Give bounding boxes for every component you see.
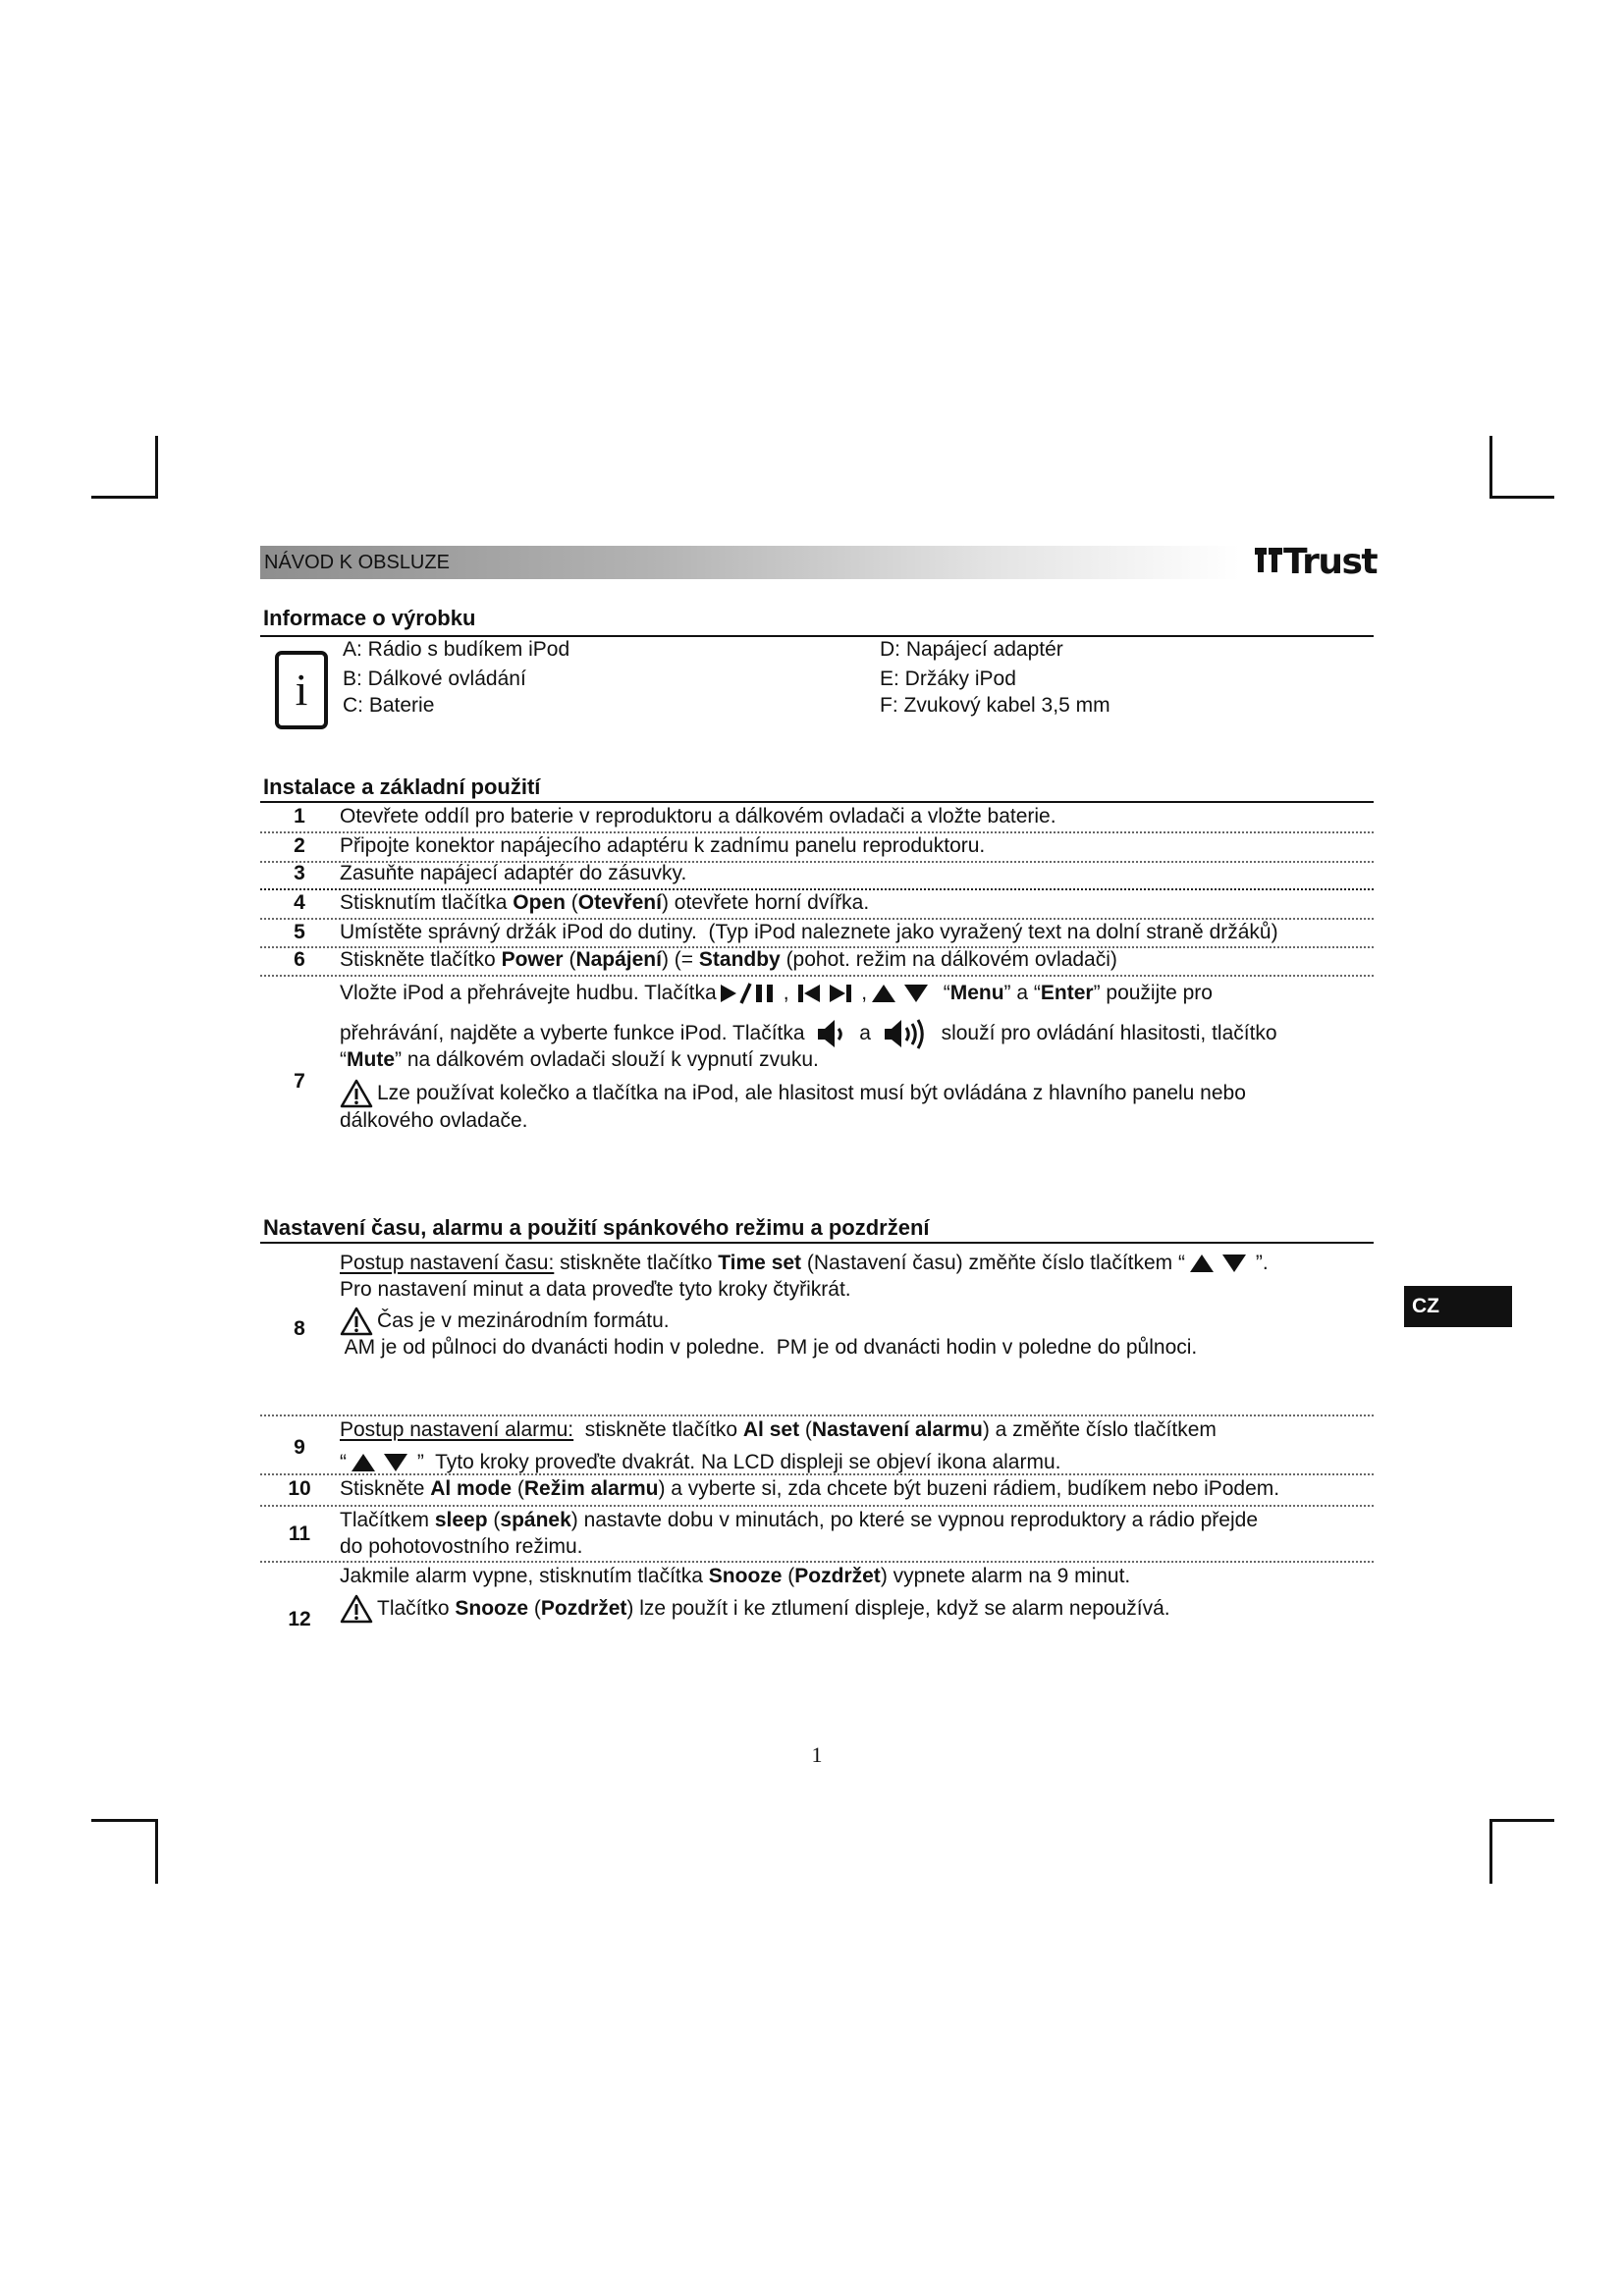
text-line xyxy=(340,1046,1374,1073)
underlined-text: Postup nastavení alarmu: xyxy=(340,1418,574,1441)
text-run: Stiskněte tlačítko xyxy=(340,948,502,971)
step-text xyxy=(340,832,1374,859)
text-run: ) a změňte číslo tlačítkem xyxy=(982,1418,1217,1441)
text-run: ( xyxy=(799,1418,812,1441)
step-number: 4 xyxy=(294,891,305,914)
step-number: 6 xyxy=(294,948,305,971)
step-number: 2 xyxy=(294,834,305,857)
step-text xyxy=(340,803,1374,829)
text-line xyxy=(340,1334,1374,1361)
text-run: Otevřete oddíl pro baterie v reproduktoru a dálkovém ovladači a vložte baterie. xyxy=(340,805,1056,828)
text-run: “ xyxy=(340,1048,347,1071)
step-number: 12 xyxy=(288,1608,311,1630)
text-run: (Nastavení času) změňte číslo tlačítkem “ xyxy=(801,1252,1186,1274)
text-run: Čas je v mezinárodním formátu. xyxy=(377,1309,670,1332)
crop-mark xyxy=(155,1819,158,1884)
text-run: ( xyxy=(782,1565,795,1587)
warning-icon xyxy=(340,1079,373,1108)
package-item: E: Držáky iPod xyxy=(880,667,1016,690)
row-divider xyxy=(260,975,1374,977)
text-run: přehrávání, najděte a vyberte funkce iPod. Tlačítka xyxy=(340,1022,811,1044)
text-run: Pro nastavení minut a data proveďte tyto kroky čtyřikrát. xyxy=(340,1278,851,1301)
text-run: stiskněte tlačítko xyxy=(573,1418,743,1441)
page-number: 1 xyxy=(811,1742,823,1767)
step-number: 8 xyxy=(294,1317,305,1340)
step-number: 5 xyxy=(294,921,305,943)
text-line xyxy=(340,803,1374,829)
text-line xyxy=(340,1308,1374,1334)
row-divider xyxy=(260,831,1374,833)
trust-logo xyxy=(1255,542,1378,582)
logo-text: Trust xyxy=(1283,542,1378,582)
text-run: ” Tyto kroky proveďte dvakrát. Na LCD displeji se objeví ikona alarmu. xyxy=(411,1451,1061,1473)
bold-text: Menu xyxy=(949,982,1004,1004)
text-run: “ xyxy=(932,982,950,1004)
row-divider xyxy=(260,1505,1374,1507)
text-run: dálkového ovladače. xyxy=(340,1109,528,1132)
text-run: ) (= xyxy=(661,948,699,971)
bold-text: Nastavení alarmu xyxy=(811,1418,983,1441)
step-number: 10 xyxy=(288,1477,311,1500)
underlined-text: Postup nastavení času: xyxy=(340,1252,555,1274)
text-line xyxy=(340,1107,1374,1134)
bold-text: Snooze xyxy=(455,1597,529,1620)
step-text xyxy=(340,1416,1374,1475)
crop-mark xyxy=(1489,496,1554,499)
step-text xyxy=(340,946,1374,973)
section-rule xyxy=(260,1242,1374,1244)
bold-text: Napájení xyxy=(575,948,662,971)
text-run: (pohot. režim na dálkovém ovladači) xyxy=(780,948,1117,971)
step-text xyxy=(340,980,1374,1134)
text-run: Lze používat kolečko a tlačítka na iPod, ale hlasitost musí být ovládána z hlavního panelu nebo xyxy=(377,1082,1246,1104)
bold-text: Power xyxy=(501,948,564,971)
step-number: 11 xyxy=(288,1522,311,1545)
bold-text: Standby xyxy=(698,948,781,971)
text-run: AM je od půlnoci do dvanácti hodin v poledne. PM je od dvanácti hodin v poledne do půlnoci. xyxy=(340,1336,1198,1359)
bold-text: Režim alarmu xyxy=(523,1477,659,1500)
play-pause-icon xyxy=(719,983,782,1004)
text-run: Vložte iPod a přehrávejte hudbu. Tlačítka xyxy=(340,982,717,1004)
text-run: ) otevřete horní dvířka. xyxy=(661,891,870,914)
text-run: Stiskněte xyxy=(340,1477,431,1500)
text-run: “ xyxy=(340,1451,347,1473)
text-run: Jakmile alarm vypne, stisknutím tlačítka xyxy=(340,1565,709,1587)
text-line xyxy=(340,889,1374,916)
text-line xyxy=(340,1080,1374,1106)
text-line xyxy=(340,1250,1374,1276)
warning-icon xyxy=(340,1307,373,1336)
text-run: , xyxy=(783,982,795,1004)
bold-text: Al set xyxy=(742,1418,800,1441)
text-run: ( xyxy=(512,1477,524,1500)
volume-up-icon xyxy=(883,1015,930,1052)
text-run: ” na dálkovém ovladači slouží k vypnutí zvuku. xyxy=(395,1048,819,1071)
row-divider xyxy=(260,1561,1374,1563)
text-line xyxy=(340,1276,1374,1303)
text-line xyxy=(340,919,1374,945)
package-item: D: Napájecí adaptér xyxy=(880,638,1063,661)
row-divider xyxy=(260,1473,1374,1475)
text-line xyxy=(340,1020,1374,1046)
text-line xyxy=(340,1507,1374,1533)
package-item: F: Zvukový kabel 3,5 mm xyxy=(880,694,1110,717)
bold-text: Time set xyxy=(718,1252,802,1274)
step-text xyxy=(340,919,1374,945)
bold-text: Pozdržet xyxy=(540,1597,627,1620)
package-item: B: Dálkové ovládání xyxy=(343,667,526,690)
row-divider xyxy=(260,861,1374,863)
package-contents-right xyxy=(880,636,1110,719)
text-line xyxy=(340,1563,1374,1589)
bold-text: Snooze xyxy=(708,1565,783,1587)
text-run: a xyxy=(853,1022,877,1044)
text-run: ( xyxy=(487,1509,501,1531)
section-heading-installation: Instalace a základní použití xyxy=(263,774,541,799)
text-run: ) lze použít i ke ztlumení displeje, když se alarm nepoužívá. xyxy=(626,1597,1170,1620)
text-run: Připojte konektor napájecího adaptéru k zadnímu panelu reproduktoru. xyxy=(340,834,986,857)
text-run: ) nastavte dobu v minutách, po které se vypnou reproduktory a rádio přejde xyxy=(570,1509,1258,1531)
section-heading-settings: Nastavení času, alarmu a použití spánkového režimu a pozdržení xyxy=(263,1215,930,1240)
crop-mark xyxy=(91,1819,157,1822)
crop-mark xyxy=(1489,1819,1554,1822)
text-run: , xyxy=(855,982,868,1004)
step-text xyxy=(340,889,1374,916)
step-number: 1 xyxy=(294,805,305,828)
step-text xyxy=(340,1475,1374,1502)
bold-text: Enter xyxy=(1040,982,1094,1004)
text-run: ) vypnete alarm na 9 minut. xyxy=(880,1565,1131,1587)
up-down-arrows-icon xyxy=(349,1452,409,1473)
text-run: Umístěte správný držák iPod do dutiny. (Typ iPod naleznete jako vyražený text na dolní straně držáků) xyxy=(340,921,1278,943)
text-run: ”. xyxy=(1250,1252,1269,1274)
crop-mark xyxy=(91,496,157,499)
info-icon: i xyxy=(275,651,328,729)
bold-text: sleep xyxy=(434,1509,488,1531)
section-heading-product-info: Informace o výrobku xyxy=(263,606,476,630)
text-line xyxy=(340,946,1374,973)
language-tab: CZ xyxy=(1404,1286,1512,1327)
row-divider xyxy=(260,1415,1374,1416)
trust-logo-icon xyxy=(1255,545,1282,580)
text-run: Tlačítkem xyxy=(340,1509,435,1531)
text-line xyxy=(340,832,1374,859)
text-run: ” a “ xyxy=(1003,982,1041,1004)
row-divider xyxy=(260,946,1374,948)
up-down-arrows-icon xyxy=(869,983,930,1004)
text-line xyxy=(340,1595,1374,1622)
text-run: Stisknutím tlačítka xyxy=(340,891,514,914)
bold-text: Pozdržet xyxy=(794,1565,881,1587)
text-run: Tlačítko xyxy=(377,1597,456,1620)
bold-text: Open xyxy=(513,891,566,914)
step-number: 9 xyxy=(294,1436,305,1459)
step-text xyxy=(340,1563,1374,1622)
text-run: Zasuňte napájecí adaptér do zásuvky. xyxy=(340,862,687,884)
text-line xyxy=(340,1475,1374,1502)
text-line xyxy=(340,860,1374,886)
volume-down-icon xyxy=(816,1015,847,1052)
step-number: 7 xyxy=(294,1070,305,1093)
package-item: C: Baterie xyxy=(343,694,435,717)
text-run: do pohotovostního režimu. xyxy=(340,1535,583,1558)
warning-icon xyxy=(340,1594,373,1624)
text-line xyxy=(340,1416,1374,1443)
document-title: NÁVOD K OBSLUZE xyxy=(264,552,450,573)
prev-next-icon xyxy=(796,983,853,1004)
text-line xyxy=(340,980,1374,1006)
package-item: A: Rádio s budíkem iPod xyxy=(343,638,570,661)
row-divider xyxy=(260,888,1374,890)
bold-text: Al mode xyxy=(430,1477,513,1500)
text-run: stiskněte tlačítko xyxy=(554,1252,719,1274)
bold-text: spánek xyxy=(500,1509,571,1531)
step-text xyxy=(340,1507,1374,1560)
package-contents-left xyxy=(343,636,569,719)
text-line xyxy=(340,1533,1374,1560)
crop-mark xyxy=(155,436,158,499)
bold-text: Otevření xyxy=(577,891,662,914)
crop-mark xyxy=(1489,436,1492,499)
text-line xyxy=(340,1449,1374,1475)
text-run: ( xyxy=(563,948,576,971)
step-number: 3 xyxy=(294,862,305,884)
bold-text: Mute xyxy=(347,1048,395,1071)
header-bar xyxy=(260,546,1240,579)
text-run: ” použijte pro xyxy=(1093,982,1213,1004)
step-text xyxy=(340,860,1374,886)
text-run: ( xyxy=(565,891,578,914)
crop-mark xyxy=(1489,1819,1492,1884)
row-divider xyxy=(260,918,1374,920)
text-run: slouží pro ovládání hlasitosti, tlačítko xyxy=(935,1022,1277,1044)
up-down-arrows-icon xyxy=(1187,1253,1248,1274)
text-run: ) a vyberte si, zda chcete být buzeni rádiem, budíkem nebo iPodem. xyxy=(658,1477,1280,1500)
step-text xyxy=(340,1250,1374,1361)
text-run: ( xyxy=(528,1597,541,1620)
